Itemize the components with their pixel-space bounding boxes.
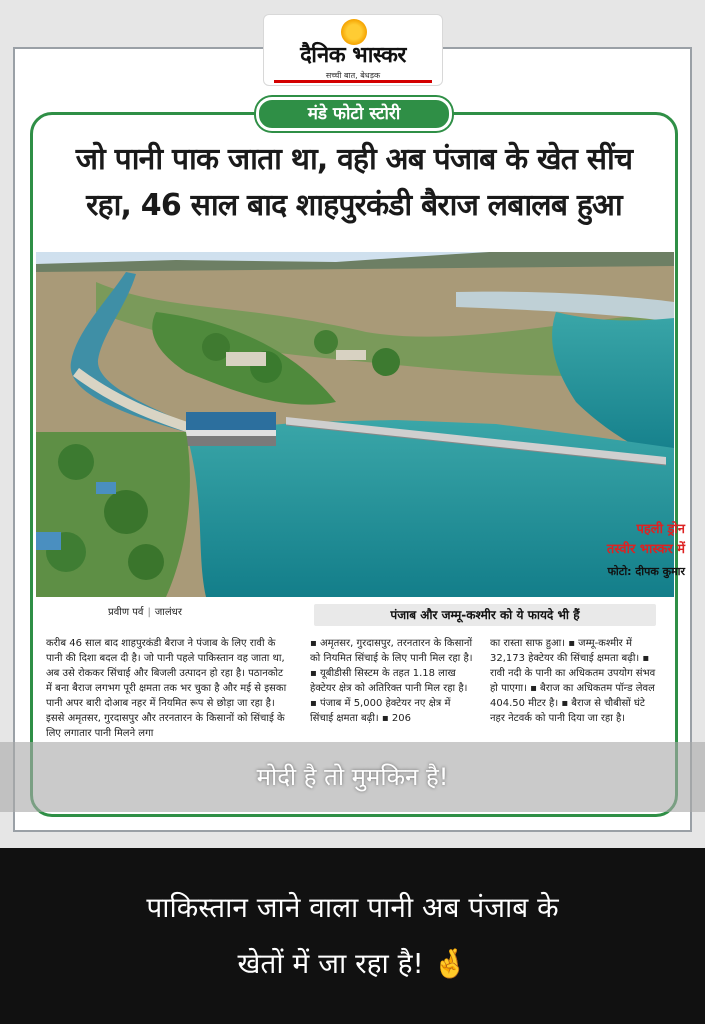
overlay-slogan: मोदी है तो मुमकिन है! [256, 763, 449, 791]
post-caption [0, 848, 705, 1024]
article-column-1: करीब 46 साल बाद शाहपुरकंडी बैराज ने पंजाब के लिए रावी के पानी की दिशा बदल दी है। जो पानी पहले पाकिस्तान वह जाता था, अब उसे रोककर सिंचाई और बिजली उत्पादन हो रहा है। पठानकोट में बना बैराज लगभग पूरी क्षमता तक भर चुका है और मई से इसका पानी अपर बारी दोआब नहर में नियमित रूप से छोड़ा जा रहा है। इससे अमृतसर, गुरदासपुर और तरनतारन के किसानों को सिंचाई के लिए लगातार पानी मिलने लगा [46, 638, 287, 739]
article-column-3: का रास्ता साफ हुआ। ▪ जम्मू-कश्मीर में 32,173 हेक्टेयर की सिंचाई क्षमता बढ़ी। ▪ रावी नदी के पानी का अधिकतम उपयोग संभव हो पाएगा। ▪ बैराज का अधिकतम पॉन्ड लेवल 404.50 मीटर है। ▪ बैराज से चौबीसों घंटे नहर नेटवर्क को पानी दिया जा रहा है। [490, 638, 656, 724]
author-name: प्रवीण पर्व [108, 607, 144, 618]
headline-line-2: रहा, 46 साल बाद शाहपुरकंडी बैराज लबालब हुआ [86, 188, 622, 223]
brand-tagline: सच्ची बात, बेधड़क [325, 71, 381, 80]
caption-line-1: पाकिस्तान जाने वाला पानी अब पंजाब के [146, 891, 559, 924]
drone-photo-label [607, 520, 685, 560]
article-byline [108, 604, 182, 618]
caption-line-2-wrap [0, 944, 705, 982]
headline-line-1: जो पानी पाक जाता था, वही अब पंजाब के खेत सींच [75, 142, 633, 177]
benefits-heading: पंजाब और जम्मू-कश्मीर को ये फायदे भी हैं [314, 604, 656, 626]
photo-story-badge: मंडे फोटो स्टोरी [256, 97, 452, 131]
byline-separator: | [147, 607, 151, 618]
brand-name: दैनिक भास्कर [300, 42, 406, 68]
drone-label-line-2: तस्वीर भास्कर में [606, 542, 685, 557]
dateline-city: जालंधर [154, 607, 182, 618]
drone-label-line-1: पहली ड्रोन [636, 522, 685, 537]
story-headline [33, 137, 675, 229]
photo-credit: फोटो: दीपक कुमार [607, 565, 685, 578]
article-column-2: ▪ अमृतसर, गुरदासपुर, तरनतारन के किसानों को नियमित सिंचाई के लिए पानी मिल रहा है। ▪ यूबीडीसी सिस्टम के तहत 1.18 लाख हेक्टेयर क्षेत्र को अतिरिक्त पानी मिल रहा है। ▪ पंजाब में 5,000 हेक्टेयर नए क्षेत्र में सिंचाई क्षमता बढ़ी। ▪ 206 [310, 638, 473, 724]
barrage-drone-photo [36, 252, 674, 597]
crossed-fingers-icon: 🤞 [432, 947, 468, 980]
masthead-rule [274, 80, 432, 83]
newspaper-masthead [263, 14, 443, 86]
caption-line-2: खेतों में जा रहा है! [237, 947, 424, 980]
drone-photo-illustration [36, 252, 674, 597]
